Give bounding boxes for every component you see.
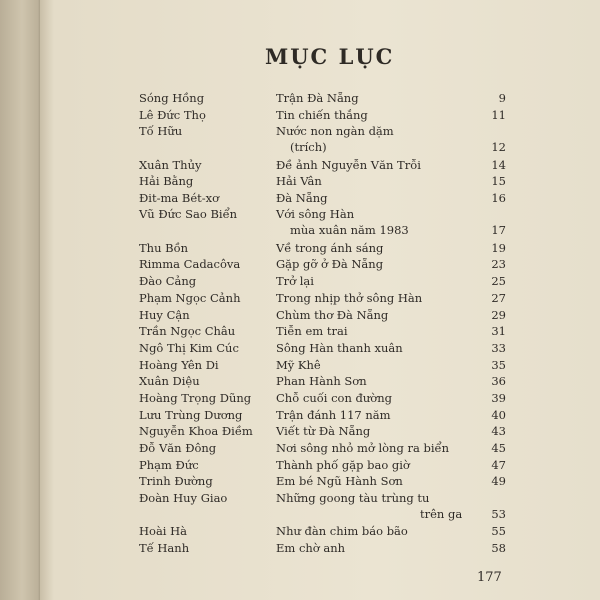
entry-poem-title: Chùm thơ Đà Nẵng: [276, 308, 389, 322]
entry-author: Phạm Ngọc Cảnh: [139, 291, 241, 305]
entry-page-number: 16: [491, 191, 506, 205]
entry-page-number: 27: [491, 291, 506, 305]
entry-author: Đào Cảng: [139, 274, 197, 288]
entry-poem-title: Đà Nẵng: [276, 191, 328, 205]
entry-poem-title: Những goong tàu trùng tu: [276, 491, 430, 505]
entry-poem-title: Trận đánh 117 năm: [276, 408, 391, 422]
entry-poem-title-continued: trên ga: [420, 507, 463, 521]
entry-poem-title: Chỗ cuối con đường: [276, 391, 392, 405]
entry-author: Rimma Cadacôva: [139, 257, 241, 271]
entry-poem-title: Viết từ Đà Nẵng: [276, 424, 371, 438]
entry-author: Thu Bồn: [139, 241, 189, 255]
entry-page-number: 31: [491, 324, 506, 338]
entry-author: Tế Hanh: [139, 541, 190, 555]
entry-author: Đoàn Huy Giao: [139, 491, 228, 505]
entry-poem-title: Phan Hành Sơn: [276, 374, 367, 388]
entry-page-number: 9: [498, 91, 506, 105]
entry-page-number: 55: [491, 524, 506, 538]
entry-poem-title-continued: mùa xuân năm 1983: [290, 223, 409, 237]
entry-poem-title: Như đàn chim báo bão: [276, 524, 408, 538]
entry-page-number: 36: [491, 374, 506, 388]
page-number: 177: [477, 570, 502, 585]
entry-page-number: 15: [491, 174, 506, 188]
entry-author: Lê Đức Thọ: [139, 108, 206, 122]
entry-page-number: 47: [491, 458, 506, 472]
entry-poem-title: Trở lại: [276, 274, 314, 288]
entry-author: Trần Ngọc Châu: [139, 324, 236, 338]
entry-poem-title: Hải Vân: [276, 174, 322, 188]
entry-author: Đit-ma Bét-xơ: [139, 191, 220, 205]
entry-author: Phạm Đức: [139, 458, 199, 472]
entry-poem-title: Nước non ngàn dặm: [276, 124, 394, 138]
page-title: MỤC LỤC: [265, 44, 395, 69]
entry-poem-title: Trong nhịp thở sông Hàn: [276, 291, 423, 305]
entry-poem-title-continued: (trích): [290, 140, 327, 154]
entry-poem-title: Tin chiến thắng: [276, 108, 368, 122]
entry-page-number: 39: [491, 391, 506, 405]
entry-page-number: 12: [491, 140, 506, 154]
entry-poem-title: Về trong ánh sáng: [276, 241, 384, 255]
entry-page-number: 45: [491, 441, 506, 455]
entry-author: Xuân Diệu: [139, 374, 200, 388]
entry-page-number: 23: [491, 257, 506, 271]
entry-page-number: 14: [491, 158, 506, 172]
entry-poem-title: Gặp gỡ ở Đà Nẵng: [276, 257, 384, 271]
entry-page-number: 19: [491, 241, 506, 255]
entry-page-number: 25: [491, 274, 506, 288]
entry-author: Vũ Đức Sao Biển: [139, 207, 238, 221]
entry-author: Hoàng Yên Di: [139, 358, 219, 372]
entry-poem-title: Tiễn em trai: [276, 324, 348, 338]
entry-page-number: 43: [491, 424, 506, 438]
entry-poem-title: Em bé Ngũ Hành Sơn: [276, 474, 403, 488]
entry-page-number: 33: [491, 341, 506, 355]
entry-author: Ngô Thị Kim Cúc: [139, 341, 239, 355]
entry-page-number: 40: [491, 408, 506, 422]
entry-author: Huy Cận: [139, 308, 190, 322]
entry-author: Đỗ Văn Đông: [139, 441, 217, 455]
entry-author: Hoài Hà: [139, 524, 188, 538]
entry-poem-title: Mỹ Khê: [276, 358, 321, 372]
entry-author: Xuân Thủy: [139, 158, 202, 172]
entry-poem-title: Trận Đà Nẵng: [276, 91, 359, 105]
entry-author: Hải Bằng: [139, 174, 194, 188]
entry-author: Sóng Hồng: [139, 91, 205, 105]
entry-author: Lưu Trùng Dương: [139, 408, 243, 422]
entry-poem-title: Với sông Hàn: [276, 207, 355, 221]
entry-page-number: 53: [491, 507, 506, 521]
entry-author: Tố Hữu: [139, 124, 183, 138]
book-spine: [0, 0, 40, 600]
entry-page-number: 11: [491, 108, 506, 122]
entry-author: Hoàng Trọng Dũng: [139, 391, 252, 405]
entry-poem-title: Đề ảnh Nguyễn Văn Trỗi: [276, 158, 421, 172]
entry-page-number: 58: [491, 541, 506, 555]
entry-page-number: 29: [491, 308, 506, 322]
entry-author: Trinh Đường: [139, 474, 213, 488]
entry-poem-title: Thành phố gặp bao giờ: [276, 458, 410, 472]
entry-author: Nguyễn Khoa Điềm: [139, 424, 253, 438]
book-page: [40, 0, 600, 600]
entry-page-number: 17: [491, 223, 506, 237]
entry-poem-title: Sông Hàn thanh xuân: [276, 341, 403, 355]
entry-page-number: 35: [491, 358, 506, 372]
entry-poem-title: Nơi sông nhỏ mở lòng ra biển: [276, 441, 449, 455]
entry-page-number: 49: [491, 474, 506, 488]
entry-poem-title: Em chờ anh: [276, 541, 346, 555]
